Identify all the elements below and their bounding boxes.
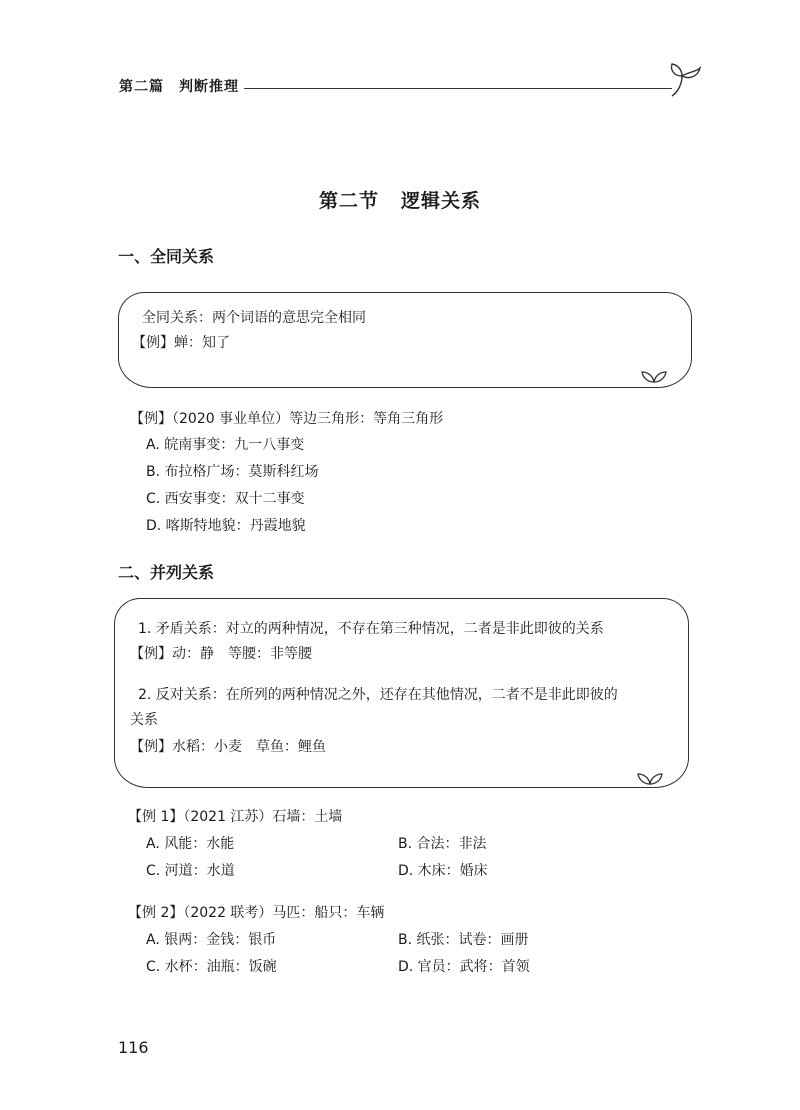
q1-option-a: A. 风能：水能 (146, 836, 235, 852)
q2-option-b: B. 纸张：试卷：画册 (398, 932, 529, 948)
section-number: 第二节 (318, 190, 379, 212)
option-a: A. 皖南事变：九一八事变 (146, 437, 305, 453)
q2-option-d: D. 官员：武将：首领 (398, 959, 530, 975)
contradiction-example: 【例】动：静 等腰：非等腰 (130, 646, 312, 662)
option-c: C. 西安事变：双十二事变 (146, 491, 305, 507)
example-identity: 【例】蝉：知了 (132, 335, 230, 351)
section-title (0, 186, 800, 213)
contrary-example: 【例】水稻：小麦 草鱼：鲤鱼 (130, 739, 326, 755)
question2-stem: 【例 2】（2022 联考）马匹：船只：车辆 (128, 905, 385, 921)
option-b: B. 布拉格广场：莫斯科红场 (146, 464, 319, 480)
contradiction-definition: 1. 矛盾关系：对立的两种情况，不存在第三种情况，二者是非此即彼的关系 (138, 621, 604, 637)
definition-identity: 全同关系：两个词语的意思完全相同 (142, 310, 366, 326)
page-number: 116 (118, 1038, 149, 1057)
q1-option-c: C. 河道：水道 (146, 863, 235, 879)
heading-parallel-relation: 二、并列关系 (118, 563, 215, 582)
option-d: D. 喀斯特地貌：丹霞地貌 (146, 518, 306, 534)
leaf-icon (636, 770, 664, 786)
question1-stem: 【例 1】（2021 江苏）石墙：土墙 (128, 809, 343, 825)
section-name: 逻辑关系 (401, 190, 482, 212)
contrary-definition-line1: 2. 反对关系：在所列的两种情况之外，还存在其他情况，二者不是非此即彼的 (138, 687, 618, 703)
q2-option-c: C. 水杯：油瓶：饭碗 (146, 959, 277, 975)
q1-option-d: D. 木床：婚床 (398, 863, 488, 879)
question-stem: 【例】（2020 事业单位）等边三角形：等角三角形 (130, 411, 444, 427)
q2-option-a: A. 银两：金钱：银币 (146, 932, 277, 948)
heading-identity-relation: 一、全同关系 (118, 247, 215, 266)
sprout-icon (664, 62, 704, 98)
running-head: 第二篇 判断推理 (119, 79, 239, 95)
q1-option-b: B. 合法：非法 (398, 836, 487, 852)
contrary-definition-line2: 关系 (130, 712, 158, 728)
leaf-icon (640, 368, 668, 384)
header-rule (244, 88, 672, 89)
